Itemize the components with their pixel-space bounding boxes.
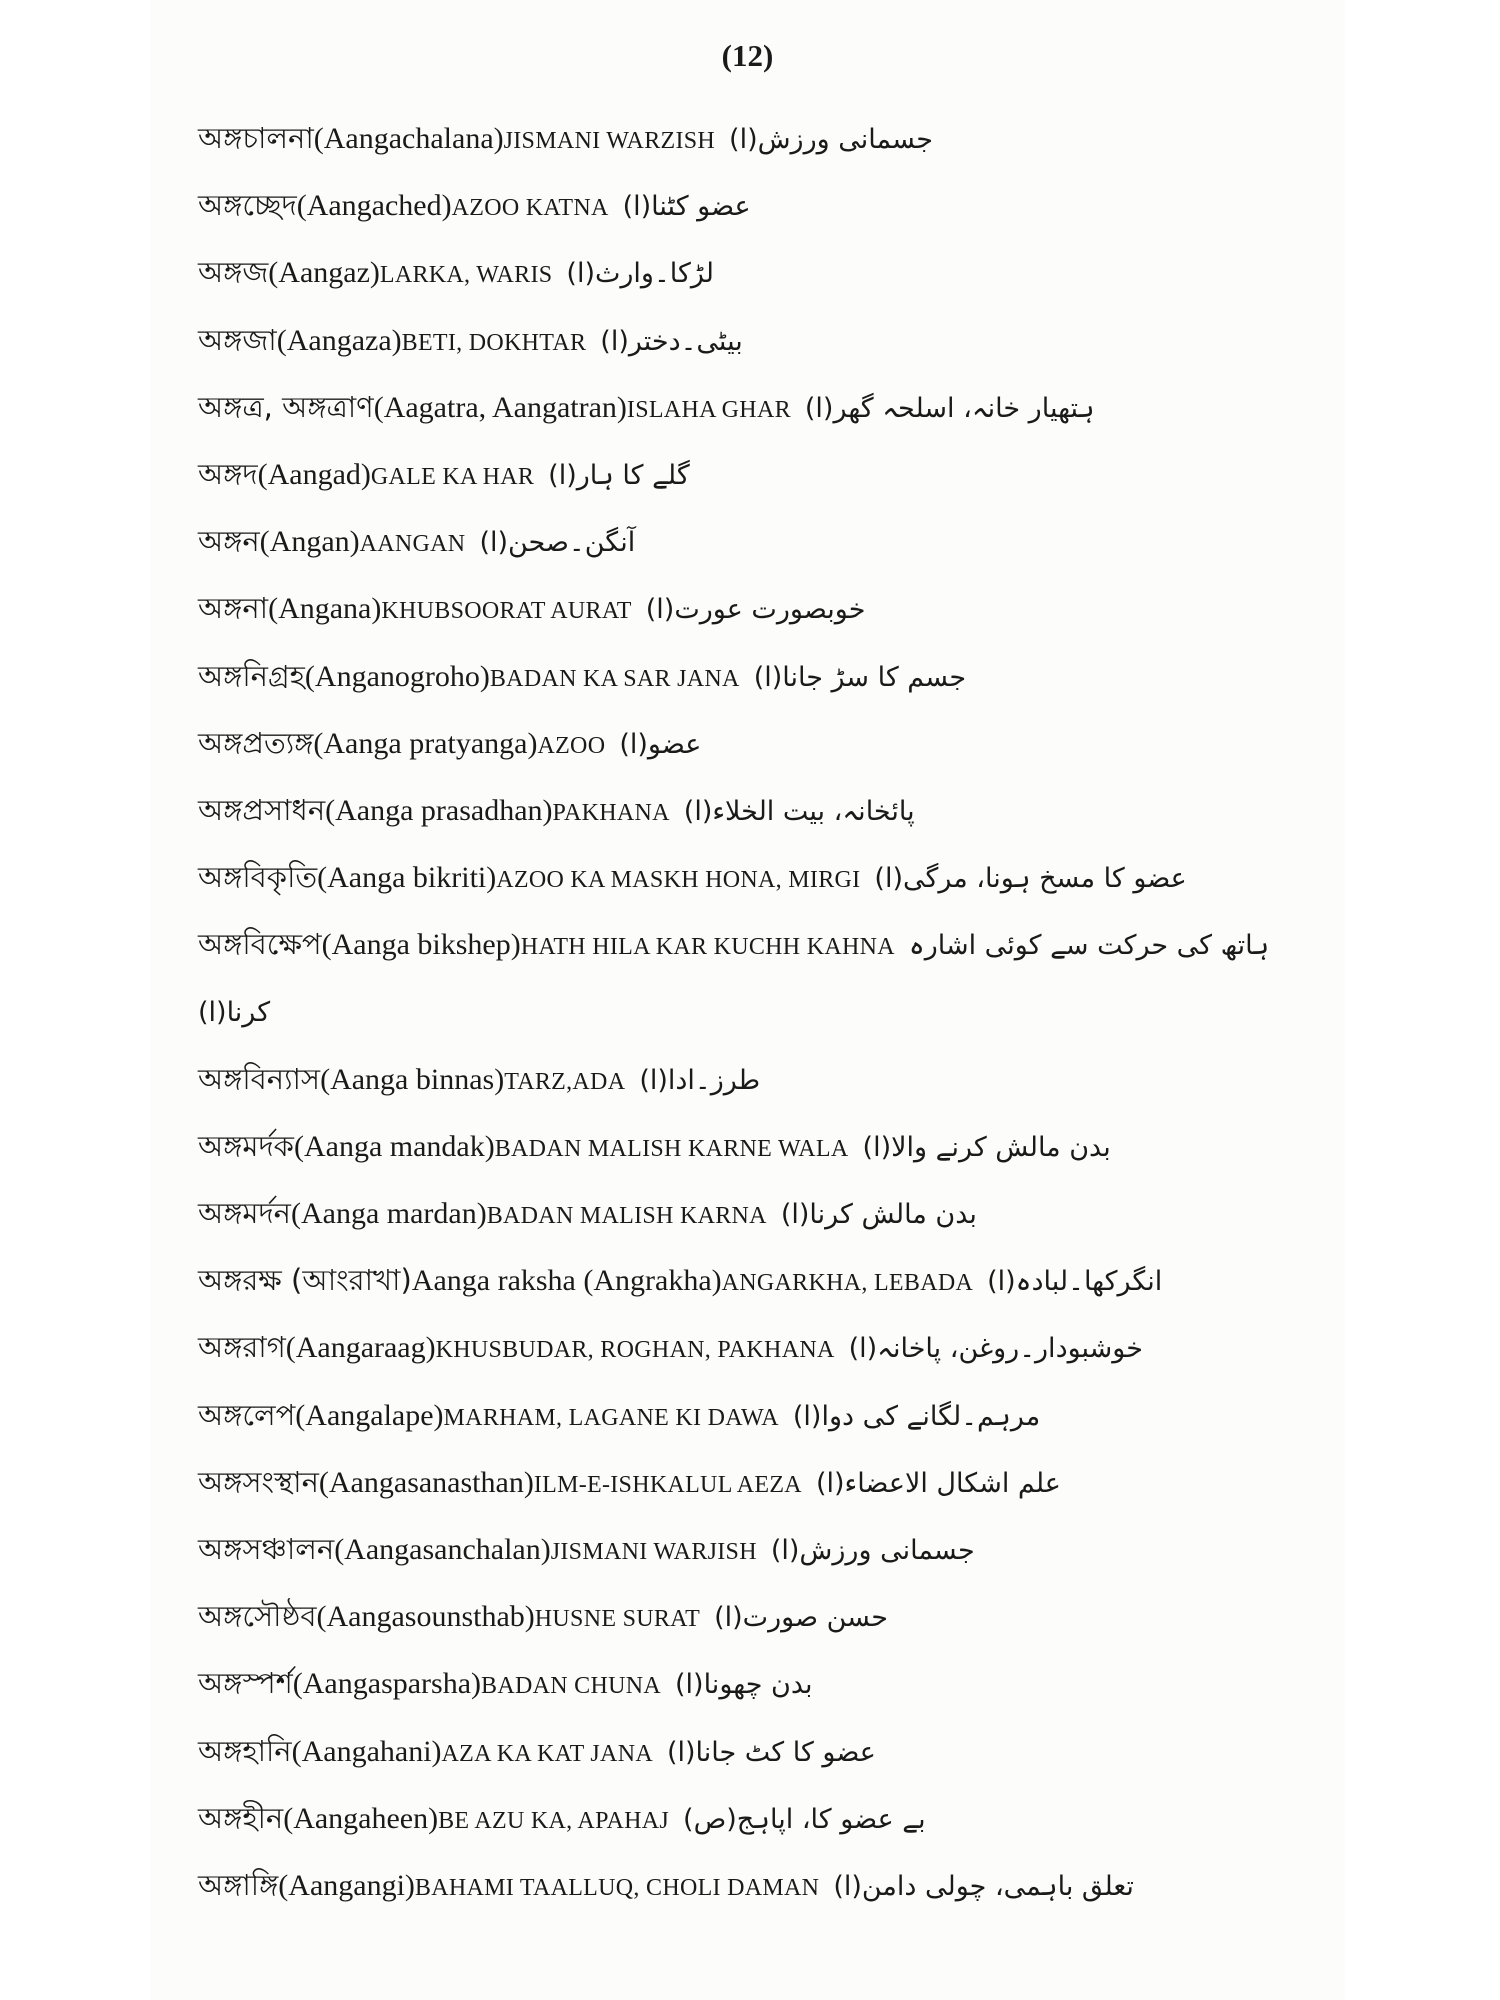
- transliteration: (Aangaraag): [285, 1331, 436, 1365]
- urdu-meaning: خوبصورت عورت(ا): [645, 594, 866, 626]
- dictionary-entry: [198, 1180, 1328, 1247]
- urdu-romanized-meaning: JISMANI WARJISH: [550, 1538, 757, 1565]
- urdu-romanized-meaning: AZA KA KAT JANA: [441, 1740, 653, 1767]
- urdu-meaning: تعلق باہمی، چولی دامن(ا): [833, 1870, 1134, 1902]
- urdu-meaning: ہتھیار خانہ، اسلحہ گھر(ا): [804, 392, 1095, 424]
- transliteration: (Aangahani): [291, 1734, 442, 1768]
- bengali-headword: অঙ্গত্র, অঙ্গত্রাণ: [198, 389, 374, 424]
- page-number: (12): [721, 38, 774, 73]
- urdu-meaning: عضو کا مسخ ہونا، مرگی(ا): [874, 863, 1187, 895]
- dictionary-entry: [198, 1247, 1328, 1314]
- transliteration: (Aangasounsthab): [316, 1600, 535, 1634]
- urdu-romanized-meaning: MARHAM, LAGANE KI DAWA: [443, 1404, 779, 1431]
- dictionary-entry: [198, 1718, 1328, 1785]
- dictionary-entry: [198, 1583, 1328, 1650]
- urdu-meaning: عضو(ا): [619, 728, 702, 760]
- transliteration: (Anganogroho): [304, 659, 490, 693]
- dictionary-entry: [198, 1046, 1328, 1113]
- urdu-romanized-meaning: BADAN MALISH KARNE WALA: [494, 1135, 849, 1162]
- transliteration: (Aanga bikshep): [321, 928, 521, 962]
- urdu-meaning: بیٹی۔دختر(ا): [600, 325, 743, 357]
- transliteration: (Angana): [268, 592, 382, 626]
- bengali-headword: অঙ্গহানি: [198, 1733, 292, 1768]
- urdu-romanized-meaning: BE AZU KA, APAHAJ: [438, 1807, 670, 1834]
- bengali-headword: অঙ্গন: [198, 524, 260, 559]
- dictionary-entry: [198, 1113, 1328, 1180]
- transliteration: (Aanga pratyanga): [313, 726, 538, 760]
- urdu-romanized-meaning: AANGAN: [359, 531, 466, 558]
- urdu-romanized-meaning: BADAN MALISH KARNA: [486, 1203, 767, 1229]
- urdu-romanized-meaning: KHUSBUDAR, ROGHAN, PAKHANA: [435, 1337, 835, 1364]
- urdu-romanized-meaning: JISMANI WARZISH: [503, 128, 716, 154]
- dictionary-entry: [198, 575, 1328, 642]
- dictionary-entry: [198, 978, 1328, 1045]
- entry-list: [198, 105, 1328, 1919]
- urdu-meaning: طرز۔ادا(ا): [639, 1064, 761, 1096]
- dictionary-entry: [198, 1382, 1328, 1449]
- bengali-headword: অঙ্গমর্দন: [198, 1196, 291, 1230]
- dictionary-entry: [198, 374, 1328, 441]
- urdu-meaning: عضو کٹنا(ا): [622, 191, 751, 223]
- transliteration: Aanga raksha (Angrakha): [411, 1264, 722, 1298]
- bengali-headword: অঙ্গজ: [198, 255, 269, 290]
- dictionary-entry: [198, 710, 1328, 777]
- urdu-romanized-meaning: KHUBSOORAT AURAT: [381, 598, 632, 625]
- urdu-meaning: لڑکا۔وارث(ا): [566, 258, 714, 290]
- transliteration: (Aangaheen): [283, 1801, 439, 1835]
- transliteration: (Aanga bikriti): [317, 861, 497, 895]
- dictionary-entry: [198, 105, 1328, 172]
- urdu-meaning: انگرکھا۔لبادہ(ا): [987, 1266, 1163, 1298]
- bengali-headword: অঙ্গবিন্যাস: [198, 1061, 321, 1096]
- urdu-meaning: بدن مالش کرنا(ا): [780, 1199, 977, 1230]
- bengali-headword: অঙ্গহীন: [198, 1800, 284, 1835]
- dictionary-entry: [198, 1314, 1328, 1381]
- dictionary-entry: [198, 911, 1328, 978]
- dictionary-entry: [198, 1449, 1328, 1516]
- bengali-headword: অঙ্গাঙ্গি: [198, 1867, 279, 1902]
- transliteration: (Aangaz): [268, 256, 380, 290]
- transliteration: (Aangad): [257, 457, 371, 491]
- dictionary-entry: [198, 1852, 1328, 1919]
- urdu-romanized-meaning: BADAN KA SAR JANA: [489, 665, 740, 692]
- urdu-romanized-meaning: PAKHANA: [552, 799, 670, 826]
- dictionary-entry: [198, 1650, 1328, 1717]
- urdu-romanized-meaning: ISLAHA GHAR: [626, 396, 791, 423]
- urdu-meaning: حسن صورت(ا): [714, 1602, 888, 1634]
- urdu-romanized-meaning: HUSNE SURAT: [534, 1606, 701, 1633]
- urdu-meaning: جسمانی ورزش(ا): [770, 1534, 975, 1566]
- transliteration: (Aangasparsha): [292, 1667, 482, 1701]
- transliteration: (Aangaza): [276, 323, 402, 357]
- bengali-headword: অঙ্গলেপ: [198, 1397, 296, 1432]
- urdu-meaning: علم اشکال الاعضاء(ا): [815, 1467, 1061, 1499]
- dictionary-entry: [198, 307, 1328, 374]
- bengali-headword: অঙ্গচালনা: [198, 121, 314, 155]
- bengali-headword: অঙ্গরাগ: [198, 1330, 286, 1365]
- urdu-meaning: جسم کا سڑ جانا(ا): [753, 661, 967, 693]
- urdu-meaning: گلے کا ہار(ا): [548, 459, 690, 491]
- transliteration: (Aanga mandak): [293, 1129, 495, 1163]
- urdu-romanized-meaning: AZOO: [537, 732, 606, 759]
- bengali-headword: অঙ্গরক্ষ (আংরাখা): [198, 1263, 412, 1298]
- urdu-meaning: آنگن۔صحن(ا): [479, 527, 636, 559]
- urdu-meaning: عضو کا کٹ جانا(ا): [666, 1736, 876, 1768]
- bengali-headword: অঙ্গচ্ছেদ: [198, 188, 297, 223]
- bengali-headword: অঙ্গজা: [198, 322, 277, 357]
- urdu-meaning: خوشبودار۔روغن، پاخانہ(ا): [848, 1333, 1143, 1365]
- urdu-romanized-meaning: BAHAMI TAALLUQ, CHOLI DAMAN: [414, 1874, 820, 1901]
- transliteration: (Aangalape): [295, 1398, 444, 1432]
- dictionary-page: [150, 0, 1345, 2000]
- urdu-meaning: مرہم۔لگانے کی دوا(ا): [792, 1400, 1041, 1432]
- dictionary-entry: [198, 1785, 1328, 1852]
- urdu-romanized-meaning: HATH HILA KAR KUCHH KAHNA: [520, 934, 895, 961]
- bengali-headword: অঙ্গবিকৃতি: [198, 860, 318, 895]
- transliteration: (Aangached): [296, 189, 452, 223]
- dictionary-entry: [198, 441, 1328, 508]
- urdu-meaning: جسمانی ورزش(ا): [729, 124, 933, 155]
- bengali-headword: অঙ্গসৌষ্ঠব: [198, 1599, 317, 1634]
- transliteration: (Aangachalana): [313, 122, 504, 155]
- bengali-headword: অঙ্গমর্দক: [198, 1128, 294, 1163]
- urdu-romanized-meaning: LARKA, WARIS: [379, 262, 553, 289]
- transliteration: (Angan): [259, 525, 360, 559]
- dictionary-entry: [198, 239, 1328, 306]
- urdu-meaning: بدن چھونا(ا): [675, 1669, 813, 1701]
- urdu-romanized-meaning: TARZ,ADA: [504, 1068, 626, 1095]
- urdu-meaning: بے عضو کا، اپاہج(ص): [683, 1803, 926, 1835]
- urdu-romanized-meaning: BADAN CHUNA: [481, 1673, 662, 1700]
- bengali-headword: অঙ্গসংস্থান: [198, 1464, 319, 1499]
- urdu-romanized-meaning: AZOO KATNA: [451, 195, 609, 222]
- urdu-meaning: کرنا(ا): [198, 997, 271, 1029]
- urdu-romanized-meaning: GALE KA HAR: [370, 463, 535, 490]
- urdu-romanized-meaning: BETI, DOKHTAR: [401, 329, 587, 356]
- urdu-romanized-meaning: ILM-E-ISHKALUL AEZA: [533, 1471, 802, 1498]
- transliteration: (Aangasanasthan): [318, 1465, 534, 1499]
- dictionary-entry: [198, 1516, 1328, 1583]
- dictionary-entry: [198, 172, 1328, 239]
- bengali-headword: অঙ্গবিক্ষেপ: [198, 927, 322, 962]
- transliteration: (Aangasanchalan): [334, 1532, 551, 1566]
- dictionary-entry: [198, 777, 1328, 844]
- bengali-headword: অঙ্গনিগ্রহ: [198, 658, 305, 693]
- urdu-romanized-meaning: ANGARKHA, LEBADA: [721, 1270, 974, 1297]
- urdu-meaning: ہاتھ کی حرکت سے کوئی اشارہ: [908, 930, 1270, 962]
- transliteration: (Aanga mardan): [291, 1197, 487, 1230]
- bengali-headword: অঙ্গদ: [198, 456, 258, 491]
- bengali-headword: অঙ্গপ্রসাধন: [198, 792, 326, 827]
- dictionary-entry: [198, 508, 1328, 575]
- urdu-meaning: پائخانہ، بیت الخلاء(ا): [683, 795, 915, 827]
- transliteration: (Aangangi): [278, 1868, 415, 1902]
- urdu-romanized-meaning: AZOO KA MASKH HONA, MIRGI: [496, 867, 861, 894]
- transliteration: (Aanga binnas): [320, 1062, 505, 1096]
- transliteration: (Aagatra, Aangatran): [373, 390, 627, 424]
- urdu-meaning: بدن مالش کرنے والا(ا): [862, 1131, 1111, 1163]
- transliteration: (Aanga prasadhan): [325, 793, 553, 827]
- bengali-headword: অঙ্গনা: [198, 591, 269, 626]
- bengali-headword: অঙ্গসঞ্চালন: [198, 1531, 335, 1566]
- dictionary-entry: [198, 643, 1328, 710]
- dictionary-entry: [198, 844, 1328, 911]
- bengali-headword: অঙ্গপ্রত্যঙ্গ: [198, 725, 314, 760]
- bengali-headword: অঙ্গস্পর্শ: [198, 1666, 293, 1701]
